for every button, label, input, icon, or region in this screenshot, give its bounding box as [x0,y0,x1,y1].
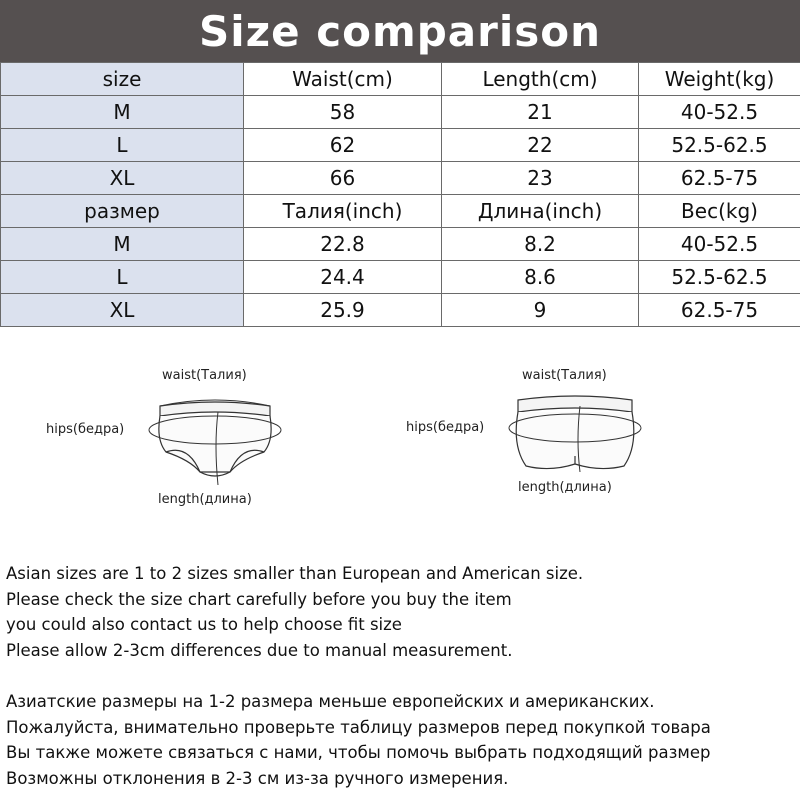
table-header-cell: Length(cm) [442,63,639,96]
table-cell: XL [1,162,244,195]
waist-label: waist(Талия) [522,368,607,383]
table-cell: M [1,96,244,129]
note-line: Пожалуйста, внимательно проверьте таблицу размеров перед покупкой товара [6,717,711,737]
table-header-cell: Weight(kg) [639,63,800,96]
table-cell: 8.2 [442,228,639,261]
table-cell: 25.9 [244,294,442,327]
length-label: length(длина) [158,492,252,507]
table-cell: 24.4 [244,261,442,294]
boxer-illustration [400,360,700,520]
table-cell: 22 [442,129,639,162]
table-header-row [1,63,800,96]
hips-label: hips(бедра) [46,422,125,437]
table-cell: 8.6 [442,261,639,294]
boxer-diagram [400,360,700,520]
notes-english [6,561,796,663]
table-cell: L [1,129,244,162]
table-cell: 9 [442,294,639,327]
table-header-cell: Талия(inch) [244,195,442,228]
table-cell: 23 [442,162,639,195]
note-line: Азиатские размеры на 1-2 размера меньше европейских и американских. [6,692,655,711]
table-header-cell: Вес(kg) [639,195,800,228]
table-cell: 40-52.5 [639,228,800,261]
table-cell: 40-52.5 [639,96,800,129]
title-banner [0,0,800,62]
table-cell: 62.5-75 [639,294,800,327]
page-title: Size comparison [199,6,601,56]
table-cell: M [1,228,244,261]
waist-label: waist(Талия) [162,368,247,383]
table-cell: L [1,261,244,294]
table-cell: 52.5-62.5 [639,261,800,294]
table-header-cell: Waist(cm) [244,63,442,96]
note-line: Вы также можете связаться с нами, чтобы помочь выбрать подходящий размер [6,743,711,762]
note-line: Please allow 2-3cm differences due to manual measurement. [6,640,513,660]
table-cell: 52.5-62.5 [639,129,800,162]
table-row [1,96,800,129]
table-cell: 22.8 [244,228,442,261]
table-row [1,261,800,294]
hips-label: hips(бедра) [406,420,485,435]
table-cell: 62.5-75 [639,162,800,195]
briefs-diagram [40,360,340,520]
note-line: you could also contact us to help choose fit size [6,615,402,634]
table-row [1,294,800,327]
table-header-cell: Длина(inch) [442,195,639,228]
note-line: Asian sizes are 1 to 2 sizes smaller than European and American size. [6,564,584,583]
table-row [1,228,800,261]
size-table [0,62,800,327]
table-header-cell: size [1,63,244,96]
table-header-row [1,195,800,228]
table-cell: XL [1,294,244,327]
note-line: Возможны отклонения в 2-3 см из-за ручного измерения. [6,768,509,788]
table-cell: 58 [244,96,442,129]
table-cell: 21 [442,96,639,129]
table-row [1,129,800,162]
notes-russian [6,689,796,791]
table-row [1,162,800,195]
table-cell: 66 [244,162,442,195]
note-line: Please check the size chart carefully before you buy the item [6,589,512,609]
table-cell: 62 [244,129,442,162]
table-header-cell: размер [1,195,244,228]
length-label: length(длина) [518,480,612,495]
